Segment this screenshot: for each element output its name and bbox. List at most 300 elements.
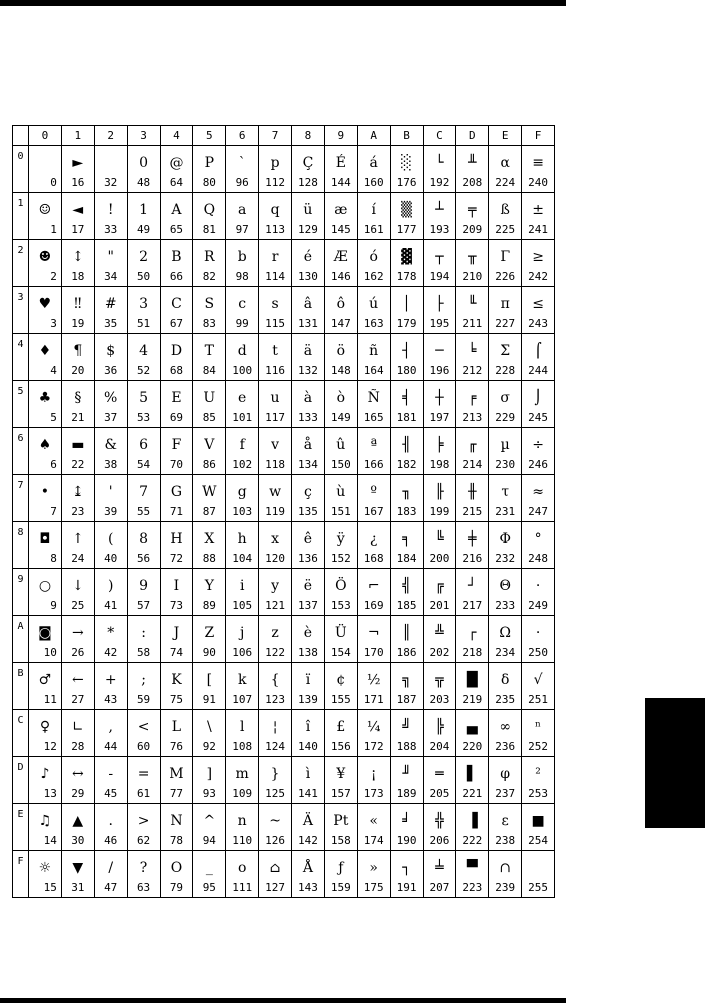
char-code: 205 xyxy=(429,787,450,800)
char-code: 92 xyxy=(202,740,216,753)
char-glyph: Pt xyxy=(333,813,349,829)
char-code: 56 xyxy=(136,552,151,565)
char-cell xyxy=(489,851,522,898)
char-code: 169 xyxy=(363,599,384,612)
char-code: 13 xyxy=(43,787,57,800)
char-glyph: b xyxy=(237,249,247,265)
char-glyph: ∞ xyxy=(499,719,512,735)
char-code: 23 xyxy=(71,505,85,518)
char-glyph: ↓ xyxy=(71,578,84,594)
char-glyph: ] xyxy=(206,766,213,782)
char-cell xyxy=(324,616,357,663)
char-glyph: é xyxy=(303,249,313,265)
char-cell xyxy=(226,475,259,522)
char-cell xyxy=(160,240,193,287)
table-row-5 xyxy=(13,381,555,428)
char-code: 38 xyxy=(104,458,118,471)
char-code: 110 xyxy=(232,834,253,847)
char-code: 247 xyxy=(528,505,548,518)
char-glyph: V xyxy=(204,437,215,453)
char-code: 180 xyxy=(396,364,417,377)
char-cell xyxy=(390,804,423,851)
table-row-f xyxy=(13,851,555,898)
char-cell xyxy=(390,851,423,898)
char-code: 100 xyxy=(232,364,253,377)
char-glyph: ▐ xyxy=(466,813,478,829)
char-glyph: ╧ xyxy=(435,860,444,876)
char-cell xyxy=(456,428,489,475)
char-cell xyxy=(226,569,259,616)
char-glyph: y xyxy=(271,578,280,594)
char-code: 11 xyxy=(43,693,57,706)
char-glyph: ∟ xyxy=(71,719,84,735)
char-code: 36 xyxy=(104,364,118,377)
char-cell xyxy=(390,663,423,710)
char-cell xyxy=(489,569,522,616)
char-code: 216 xyxy=(462,552,483,565)
char-code: 108 xyxy=(232,740,253,753)
char-cell xyxy=(193,240,226,287)
char-code: 250 xyxy=(528,646,548,659)
char-glyph: ╝ xyxy=(402,719,411,735)
char-glyph: ä xyxy=(303,343,313,359)
char-code: 12 xyxy=(43,740,57,753)
char-cell xyxy=(160,287,193,334)
char-cell xyxy=(456,663,489,710)
char-glyph: E xyxy=(171,390,182,406)
char-glyph: . xyxy=(108,813,113,829)
char-glyph: 9 xyxy=(139,578,149,594)
char-glyph: ☻ xyxy=(38,249,52,265)
row-header-0: 0 xyxy=(13,146,29,193)
char-cell xyxy=(61,381,94,428)
column-header-3: 3 xyxy=(127,126,160,146)
char-code: 34 xyxy=(104,270,118,283)
char-code: 138 xyxy=(298,646,318,659)
char-glyph: Z xyxy=(204,625,215,641)
char-cell xyxy=(357,475,390,522)
character-code-table xyxy=(12,125,555,898)
column-header-d: D xyxy=(456,126,489,146)
char-cell xyxy=(489,757,522,804)
char-glyph: Æ xyxy=(333,249,348,265)
char-glyph: ì xyxy=(305,766,311,782)
char-code: 152 xyxy=(330,552,351,565)
char-cell xyxy=(193,146,226,193)
char-code: 73 xyxy=(169,599,184,612)
char-cell xyxy=(94,381,127,428)
char-code: 114 xyxy=(265,270,285,283)
char-glyph: ô xyxy=(336,296,346,312)
char-cell xyxy=(94,522,127,569)
char-code: 196 xyxy=(429,364,450,377)
char-cell xyxy=(456,146,489,193)
char-cell xyxy=(29,851,62,898)
char-cell xyxy=(390,757,423,804)
char-glyph: § xyxy=(74,390,82,406)
char-glyph: & xyxy=(104,437,117,453)
char-glyph: ═ xyxy=(435,766,444,782)
char-glyph: z xyxy=(271,625,279,641)
table-row-b xyxy=(13,663,555,710)
char-code: 91 xyxy=(202,693,216,706)
char-cell xyxy=(193,522,226,569)
char-cell xyxy=(292,616,325,663)
char-glyph: ┘ xyxy=(468,578,477,594)
char-glyph: ╛ xyxy=(402,813,411,829)
char-glyph: j xyxy=(240,625,245,641)
char-code: 61 xyxy=(136,787,151,800)
char-code: 178 xyxy=(396,270,417,283)
char-code: 29 xyxy=(71,787,85,800)
char-cell xyxy=(357,851,390,898)
char-code: 200 xyxy=(429,552,450,565)
char-glyph: É xyxy=(335,155,346,171)
char-cell xyxy=(61,710,94,757)
char-code: 9 xyxy=(50,599,57,612)
char-glyph: ┴ xyxy=(435,202,444,218)
char-glyph: ╨ xyxy=(468,155,477,171)
char-glyph: 3 xyxy=(139,296,149,312)
char-glyph: ; xyxy=(141,672,146,688)
char-glyph: N xyxy=(170,813,183,829)
char-code: 106 xyxy=(232,646,253,659)
char-glyph: ‼ xyxy=(74,296,82,312)
char-glyph: ╡ xyxy=(402,390,411,406)
char-glyph: è xyxy=(303,625,313,641)
char-glyph: 2 xyxy=(139,249,149,265)
char-glyph: ö xyxy=(336,343,346,359)
char-glyph: ÷ xyxy=(532,437,544,453)
column-header-f: F xyxy=(522,126,555,146)
char-cell xyxy=(423,522,456,569)
column-header-0: 0 xyxy=(29,126,62,146)
char-cell xyxy=(423,475,456,522)
char-glyph: ╠ xyxy=(435,719,444,735)
char-code: 150 xyxy=(330,458,351,471)
char-code: 112 xyxy=(265,176,285,189)
char-code: 167 xyxy=(363,505,384,518)
char-cell xyxy=(127,851,160,898)
char-cell xyxy=(423,663,456,710)
char-glyph: £ xyxy=(336,719,346,735)
char-cell xyxy=(226,710,259,757)
char-cell xyxy=(61,804,94,851)
char-cell xyxy=(489,475,522,522)
char-code: 80 xyxy=(202,176,216,189)
char-glyph: Ä xyxy=(302,813,313,829)
char-glyph: ♫ xyxy=(38,813,52,829)
char-code: 201 xyxy=(429,599,450,612)
char-glyph: ê xyxy=(303,531,313,547)
char-cell xyxy=(390,334,423,381)
char-glyph: Å xyxy=(302,860,313,876)
char-cell xyxy=(29,663,62,710)
char-glyph: Ñ xyxy=(367,390,380,406)
char-cell xyxy=(423,287,456,334)
row-header-f: F xyxy=(13,851,29,898)
char-glyph: » xyxy=(369,860,378,876)
char-cell xyxy=(160,146,193,193)
char-cell xyxy=(61,146,94,193)
char-code: 93 xyxy=(202,787,216,800)
char-cell xyxy=(127,616,160,663)
char-glyph: ï xyxy=(305,672,311,688)
char-cell xyxy=(226,146,259,193)
char-glyph: ← xyxy=(71,672,84,688)
char-glyph: ╪ xyxy=(468,531,477,547)
row-header-6: 6 xyxy=(13,428,29,475)
char-cell xyxy=(456,381,489,428)
char-code: 148 xyxy=(330,364,351,377)
char-glyph: « xyxy=(369,813,378,829)
char-code: 120 xyxy=(265,552,285,565)
char-glyph: C xyxy=(171,296,182,312)
char-glyph: ≡ xyxy=(532,155,544,171)
char-code: 78 xyxy=(169,834,184,847)
char-code: 129 xyxy=(298,223,318,236)
char-glyph: ¼ xyxy=(366,719,381,735)
char-code: 99 xyxy=(235,317,249,330)
char-glyph: @ xyxy=(169,155,184,171)
char-cell xyxy=(489,240,522,287)
char-cell xyxy=(259,146,292,193)
row-header-b: B xyxy=(13,663,29,710)
char-glyph: ü xyxy=(303,202,313,218)
char-code: 246 xyxy=(528,458,548,471)
char-cell xyxy=(423,240,456,287)
char-code: 44 xyxy=(104,740,118,753)
char-glyph: ♠ xyxy=(38,437,52,453)
char-cell xyxy=(94,804,127,851)
char-glyph: ▒ xyxy=(401,202,412,218)
char-code: 76 xyxy=(169,740,184,753)
char-cell xyxy=(226,334,259,381)
char-glyph: Y xyxy=(204,578,214,594)
char-code: 85 xyxy=(202,411,216,424)
char-glyph: M xyxy=(169,766,184,782)
row-header-c: C xyxy=(13,710,29,757)
char-cell xyxy=(456,757,489,804)
char-cell xyxy=(489,710,522,757)
char-code: 128 xyxy=(298,176,318,189)
char-cell xyxy=(390,381,423,428)
column-header-4: 4 xyxy=(160,126,193,146)
table-row-3 xyxy=(13,287,555,334)
char-code: 79 xyxy=(169,881,184,894)
char-cell xyxy=(193,710,226,757)
char-code: 16 xyxy=(71,176,85,189)
char-cell xyxy=(489,428,522,475)
char-cell xyxy=(423,193,456,240)
char-cell xyxy=(522,616,555,663)
char-cell xyxy=(160,381,193,428)
char-cell xyxy=(390,616,423,663)
char-cell xyxy=(423,569,456,616)
char-glyph: p xyxy=(270,155,280,171)
char-code: 193 xyxy=(429,223,450,236)
char-code: 65 xyxy=(169,223,184,236)
table-row-7 xyxy=(13,475,555,522)
char-glyph: ╣ xyxy=(402,578,411,594)
char-glyph: █ xyxy=(466,672,478,688)
char-glyph: ╬ xyxy=(435,813,444,829)
char-glyph: n xyxy=(237,813,247,829)
char-glyph: ⁿ xyxy=(535,719,542,735)
char-code: 72 xyxy=(169,552,184,565)
char-code: 175 xyxy=(363,881,384,894)
char-cell xyxy=(29,287,62,334)
char-code: 209 xyxy=(462,223,483,236)
char-code: 233 xyxy=(495,599,516,612)
char-cell xyxy=(259,804,292,851)
char-glyph: ♥ xyxy=(38,296,52,312)
char-cell xyxy=(522,757,555,804)
char-code: 145 xyxy=(330,223,351,236)
char-cell xyxy=(193,334,226,381)
char-glyph: K xyxy=(171,672,182,688)
char-cell xyxy=(127,240,160,287)
char-cell xyxy=(94,240,127,287)
char-cell xyxy=(324,851,357,898)
char-code: 144 xyxy=(330,176,351,189)
table-row-e xyxy=(13,804,555,851)
table-row-4 xyxy=(13,334,555,381)
char-cell xyxy=(61,663,94,710)
char-code: 172 xyxy=(363,740,384,753)
char-glyph: ² xyxy=(535,766,541,782)
char-code: 132 xyxy=(298,364,318,377)
char-cell xyxy=(292,475,325,522)
char-glyph: ¶ xyxy=(73,343,83,359)
char-glyph: ⌡ xyxy=(534,390,542,406)
char-code: 50 xyxy=(136,270,151,283)
char-cell xyxy=(29,193,62,240)
char-cell xyxy=(94,569,127,616)
char-glyph: 7 xyxy=(139,484,149,500)
char-cell xyxy=(193,381,226,428)
char-code: 77 xyxy=(169,787,184,800)
char-cell xyxy=(390,522,423,569)
char-code: 62 xyxy=(136,834,151,847)
char-code: 104 xyxy=(232,552,253,565)
column-header-row xyxy=(13,126,555,146)
char-glyph: / xyxy=(108,860,114,876)
char-glyph: ╕ xyxy=(402,531,411,547)
char-code: 97 xyxy=(235,223,249,236)
char-code: 243 xyxy=(528,317,548,330)
char-cell xyxy=(259,616,292,663)
char-code: 40 xyxy=(104,552,118,565)
char-code: 245 xyxy=(528,411,548,424)
char-glyph: % xyxy=(104,390,118,406)
char-glyph: ¡ xyxy=(370,766,377,782)
char-code: 210 xyxy=(462,270,483,283)
char-glyph: ⌠ xyxy=(534,343,542,359)
char-glyph: ò xyxy=(336,390,346,406)
char-cell xyxy=(127,522,160,569)
char-code: 57 xyxy=(136,599,151,612)
char-cell xyxy=(193,428,226,475)
char-glyph: · xyxy=(535,578,541,594)
char-glyph: ≈ xyxy=(532,484,544,500)
char-glyph: ╘ xyxy=(468,343,477,359)
char-glyph: w xyxy=(269,484,282,500)
char-code: 66 xyxy=(169,270,184,283)
char-cell xyxy=(357,616,390,663)
char-code: 115 xyxy=(265,317,285,330)
char-code: 220 xyxy=(462,740,483,753)
char-glyph: ' xyxy=(108,484,113,500)
char-cell xyxy=(357,804,390,851)
char-cell xyxy=(29,381,62,428)
char-glyph: î xyxy=(305,719,311,735)
char-cell xyxy=(29,804,62,851)
char-code: 134 xyxy=(298,458,318,471)
char-cell xyxy=(357,428,390,475)
char-code: 68 xyxy=(169,364,184,377)
char-glyph: á xyxy=(369,155,378,171)
char-code: 142 xyxy=(298,834,318,847)
char-code: 236 xyxy=(495,740,516,753)
char-cell xyxy=(193,757,226,804)
char-cell xyxy=(456,569,489,616)
chapter-thumb-tab xyxy=(645,698,705,828)
char-cell xyxy=(357,146,390,193)
char-cell xyxy=(259,710,292,757)
char-code: 18 xyxy=(71,270,85,283)
char-glyph: W xyxy=(202,484,217,500)
char-code: 199 xyxy=(429,505,450,518)
char-cell xyxy=(456,287,489,334)
char-code: 67 xyxy=(169,317,184,330)
column-header-1: 1 xyxy=(61,126,94,146)
char-glyph: ├ xyxy=(435,296,444,312)
char-code: 25 xyxy=(71,599,85,612)
char-cell xyxy=(324,146,357,193)
char-cell xyxy=(193,569,226,616)
char-glyph: ) xyxy=(107,578,114,594)
row-header-a: A xyxy=(13,616,29,663)
char-code: 8 xyxy=(50,552,57,565)
char-cell xyxy=(423,428,456,475)
char-glyph: Ö xyxy=(335,578,347,594)
char-glyph: O xyxy=(170,860,183,876)
char-code: 197 xyxy=(429,411,450,424)
char-code: 212 xyxy=(462,364,483,377)
char-cell xyxy=(357,757,390,804)
char-code: 47 xyxy=(104,881,118,894)
char-glyph: ╖ xyxy=(402,484,411,500)
char-glyph: Σ xyxy=(500,343,511,359)
column-header-2: 2 xyxy=(94,126,127,146)
char-cell xyxy=(357,193,390,240)
char-cell xyxy=(226,616,259,663)
char-code: 241 xyxy=(528,223,548,236)
char-code: 239 xyxy=(495,881,516,894)
char-glyph: ↕ xyxy=(71,249,84,265)
column-header-e: E xyxy=(489,126,522,146)
column-header-5: 5 xyxy=(193,126,226,146)
char-cell xyxy=(160,804,193,851)
char-code: 59 xyxy=(136,693,151,706)
char-glyph: ▬ xyxy=(71,437,85,453)
char-cell xyxy=(61,616,94,663)
char-glyph: = xyxy=(137,766,150,782)
char-cell xyxy=(61,334,94,381)
char-glyph: ú xyxy=(369,296,379,312)
char-code: 121 xyxy=(265,599,285,612)
